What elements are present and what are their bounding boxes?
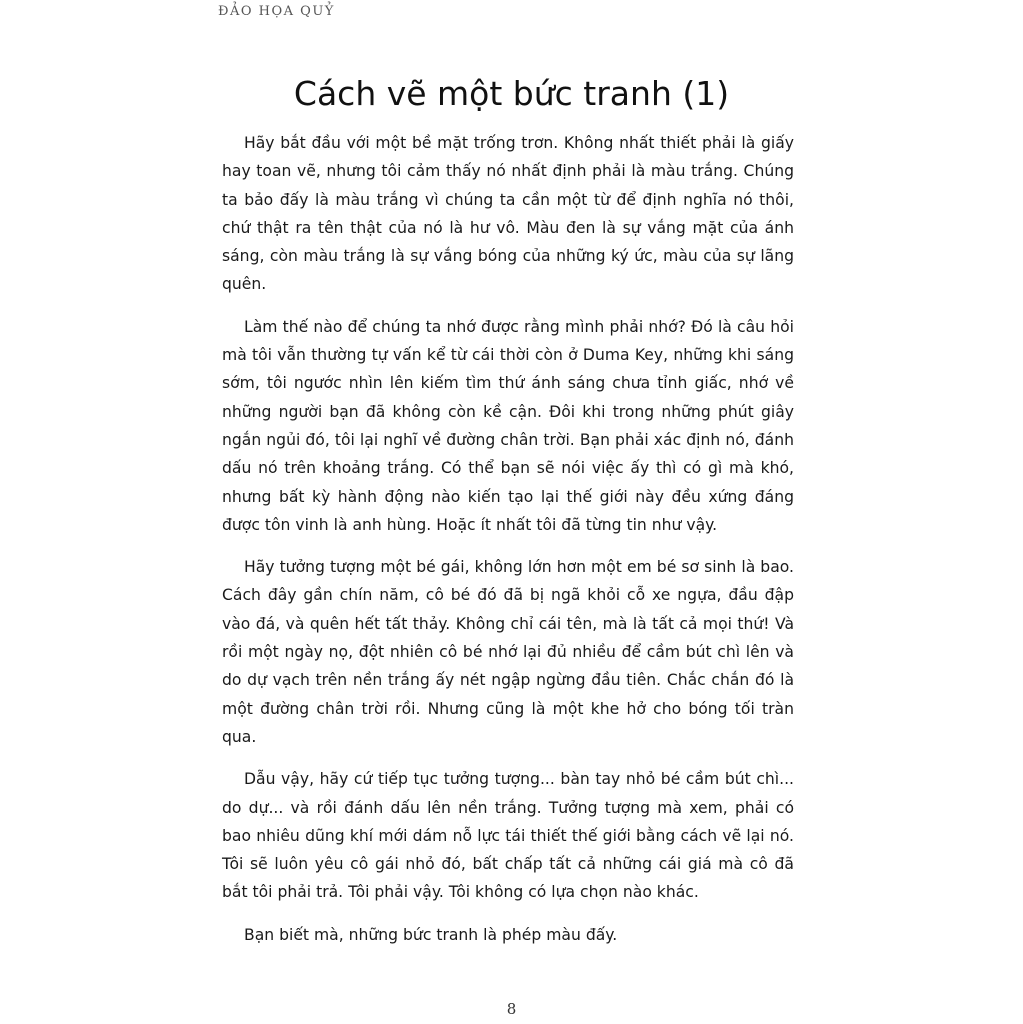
paragraph: Dẫu vậy, hãy cứ tiếp tục tưởng tượng... bàn tay nhỏ bé cầm bút chì... do dự... và rồi đánh dấu lên nền trắng. Tưởng tượng mà xem, phải có bao nhiêu dũng khí mới dám nỗ lực tái thiết thế giới bằng cách vẽ lại nó. Tôi sẽ luôn yêu cô gái nhỏ đó, bất chấp tất cả những cái giá mà cô đã bắt tôi phải trả. Tôi phải vậy. Tôi không có lựa chọn nào khác.: [222, 770, 794, 902]
running-header: ĐẢO HỌA QUỶ: [218, 4, 335, 19]
paragraph: Bạn biết mà, những bức tranh là phép màu đấy.: [244, 925, 618, 944]
page-number: 8: [506, 1000, 517, 1018]
paragraph: Hãy bắt đầu với một bề mặt trống trơn. Không nhất thiết phải là giấy hay toan vẽ, nhưng tôi cảm thấy nó nhất định phải là màu trắng. Chúng ta bảo đấy là màu trắng vì chúng ta cần một từ để định nghĩa nó thôi, chứ thật ra tên thật của nó là hư vô. Màu đen là sự vắng mặt của ánh sáng, còn màu trắng là sự vắng bóng của những ký ức, màu của sự lãng quên.: [222, 134, 794, 294]
paragraph: Làm thế nào để chúng ta nhớ được rằng mình phải nhớ? Đó là câu hỏi mà tôi vẫn thường tự vấn kể từ cái thời còn ở Duma Key, những khi sáng sớm, tôi ngước nhìn lên kiếm tìm thứ ánh sáng chưa tỉnh giấc, nhớ về những người bạn đã không còn kề cận. Đôi khi trong những phút giây ngắn ngủi đó, tôi lại nghĩ về đường chân trời. Bạn phải xác định nó, đánh dấu nó trên khoảng trắng. Có thể bạn sẽ nói việc ấy thì có gì mà khó, nhưng bất kỳ hành động nào kiến tạo lại thế giới này đều xứng đáng được tôn vinh là anh hùng. Hoặc ít nhất tôi đã từng tin như vậy.: [222, 317, 794, 534]
chapter-title: Cách vẽ một bức tranh (1): [293, 74, 730, 113]
paragraph: Hãy tưởng tượng một bé gái, không lớn hơn một em bé sơ sinh là bao. Cách đây gần chín năm, cô bé đó đã bị ngã khỏi cỗ xe ngựa, đầu đập vào đá, và quên hết tất thảy. Không chỉ cái tên, mà là tất cả mọi thứ! Và rồi một ngày nọ, đột nhiên cô bé nhớ lại đủ nhiều để cầm bút chì lên và do dự vạch trên nền trắng ấy nét ngập ngừng đầu tiên. Chắc chắn đó là một đường chân trời rồi. Nhưng cũng là một khe hở cho bóng tối tràn qua.: [222, 558, 794, 746]
chapter-body: [222, 129, 794, 949]
